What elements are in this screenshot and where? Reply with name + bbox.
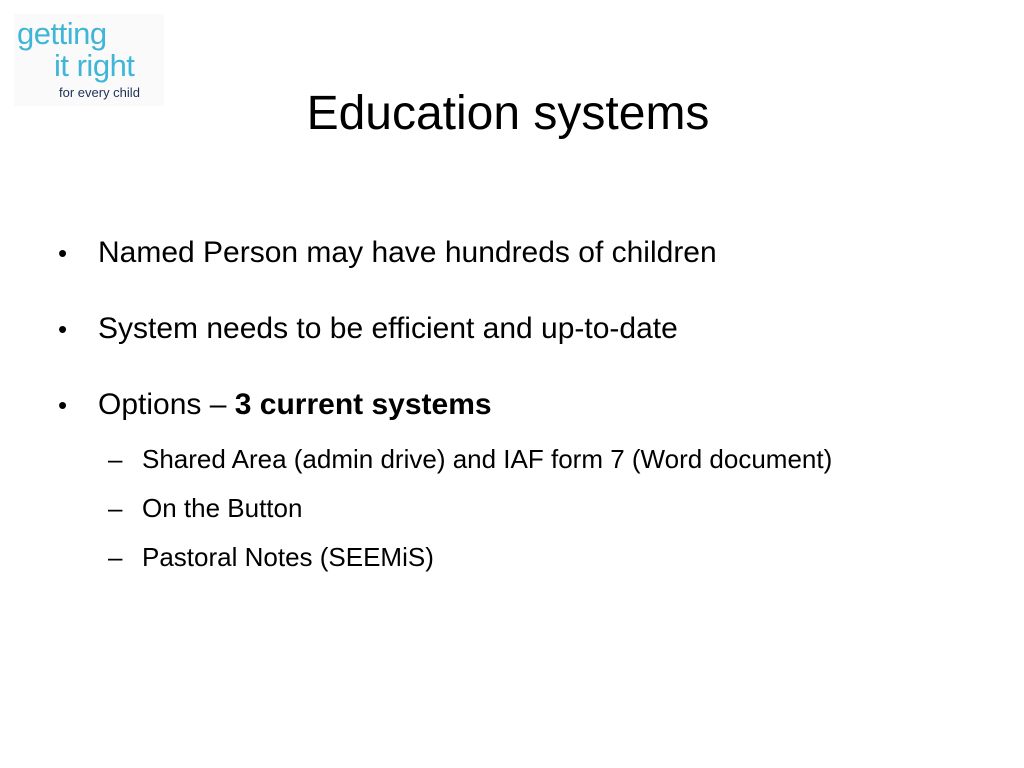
sub-bullet-item [102, 489, 862, 527]
bullet-marker: • [58, 390, 68, 420]
bullet-text: System needs to be efficient and up-to-date [98, 312, 678, 345]
sub-bullet-marker: – [108, 444, 123, 474]
bullet-marker: • [58, 314, 68, 344]
sub-bullet-text: On the Button [142, 493, 303, 523]
logo-text-line3: for every child [59, 85, 140, 100]
sub-bullet-item [102, 538, 862, 576]
bullet-text: Named Person may have hundreds of children [98, 236, 717, 269]
logo-text-line2: it right [54, 48, 135, 83]
sub-bullet-text: Shared Area (admin drive) and IAF form 7 (Word document) [142, 444, 833, 474]
sub-bullet-marker: – [108, 542, 123, 572]
bullet-item [58, 232, 978, 274]
slide-title: Education systems [306, 87, 710, 140]
sub-bullet-text: Pastoral Notes (SEEMiS) [142, 542, 434, 572]
bullet-list [58, 232, 978, 432]
sub-bullet-marker: – [108, 493, 123, 523]
sub-bullet-item [102, 440, 862, 478]
bullet-bold-text: 3 current systems [234, 388, 492, 421]
bullet-text: Options – [98, 388, 235, 421]
bullet-marker: • [58, 238, 68, 268]
bullet-item [58, 384, 978, 426]
sub-bullet-list [102, 440, 862, 587]
bullet-item [58, 308, 978, 350]
logo-text-line1: getting [17, 16, 107, 51]
